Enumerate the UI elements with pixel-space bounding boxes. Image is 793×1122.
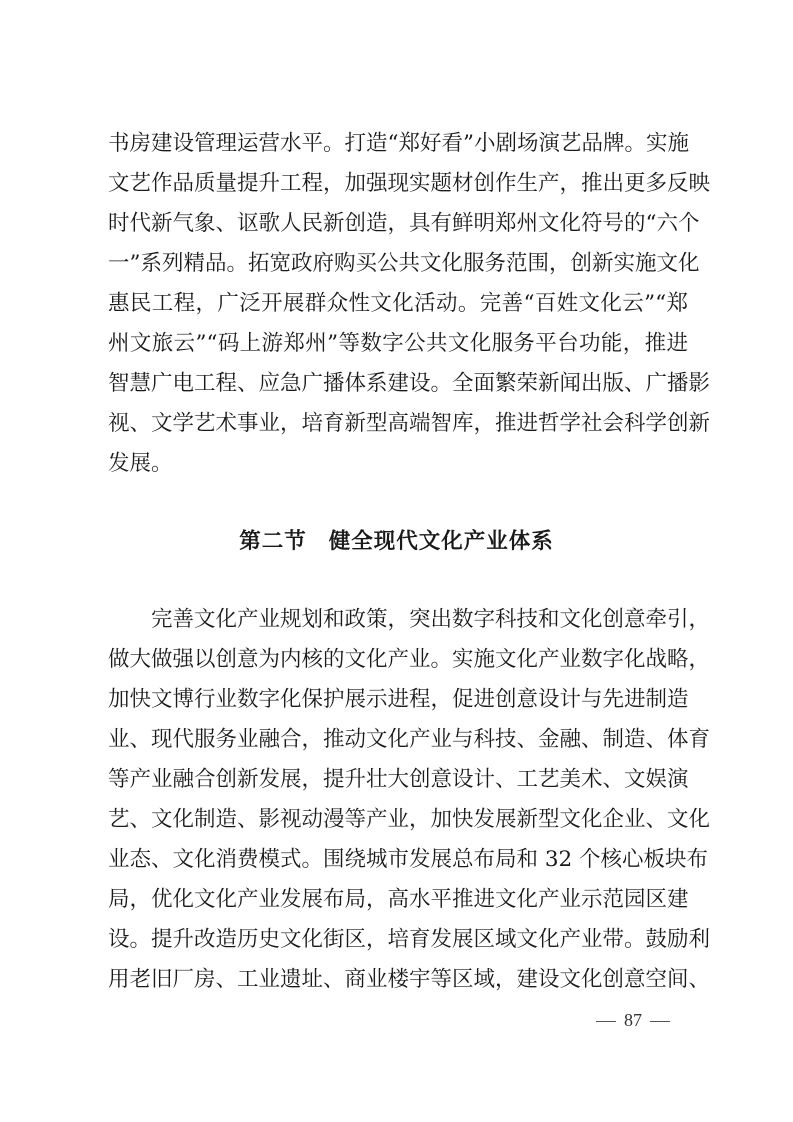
paragraph-line: 文艺作品质量提升工程，加强现实题材创作生产，推出更多反映: [108, 171, 711, 196]
dash-left: [596, 1021, 616, 1022]
paragraph-line: 发展。: [108, 451, 173, 476]
paragraph-line: 州文旅云”“码上游郑州”等数字公共文化服务平台功能，推进: [108, 331, 688, 356]
section-title: 健全现代文化产业体系: [328, 529, 554, 554]
paragraph-line: 业态、文化消费模式。围绕城市发展总布局和 32 个核心板块布: [108, 847, 709, 872]
paragraph-line: 等产业融合创新发展，提升壮大创意设计、工艺美术、文娱演: [108, 767, 689, 792]
paragraph-line: 做大做强以创意为内核的文化产业。实施文化产业数字化战略，: [108, 647, 711, 672]
page-number-value: 87: [624, 1010, 642, 1030]
paragraph-line: 设。提升改造历史文化街区，培育发展区域文化产业带。鼓励利: [108, 927, 711, 952]
paragraph-line: 艺、文化制造、影视动漫等产业，加快发展新型文化企业、文化: [108, 807, 711, 832]
dash-right: [650, 1021, 670, 1022]
section-number: 第二节: [239, 529, 307, 554]
paragraph-line: 加快文博行业数字化保护展示进程，促进创意设计与先进制造: [108, 687, 689, 712]
paragraph-line: 时代新气象、讴歌人民新创造，具有鲜明郑州文化符号的“六个: [108, 211, 700, 236]
paragraph-line: 一”系列精品。拓宽政府购买公共文化服务范围，创新实施文化: [108, 251, 700, 276]
paragraph-line: 视、文学艺术事业，培育新型高端智库，推进哲学社会科学创新: [108, 411, 711, 436]
paragraph-line: 智慧广电工程、应急广播体系建设。全面繁荣新闻出版、广播影: [108, 371, 711, 396]
paragraph-line: 惠民工程，广泛开展群众性文化活动。完善“百姓文化云”“郑: [108, 291, 688, 316]
paragraph-line: 局，优化文化产业发展布局，高水平推进文化产业示范园区建: [108, 887, 689, 912]
paragraph-line: 用老旧厂房、工业遗址、商业楼宇等区域，建设文化创意空间、: [108, 967, 711, 992]
page-number: [588, 1010, 678, 1031]
paragraph-line: 书房建设管理运营水平。打造“郑好看”小剧场演艺品牌。实施: [108, 131, 689, 156]
section-heading: [0, 522, 793, 562]
paragraph-line: 业、现代服务业融合，推动文化产业与科技、金融、制造、体育: [108, 727, 711, 752]
paragraph-line: 完善文化产业规划和政策，突出数字科技和文化创意牵引，: [151, 607, 711, 632]
